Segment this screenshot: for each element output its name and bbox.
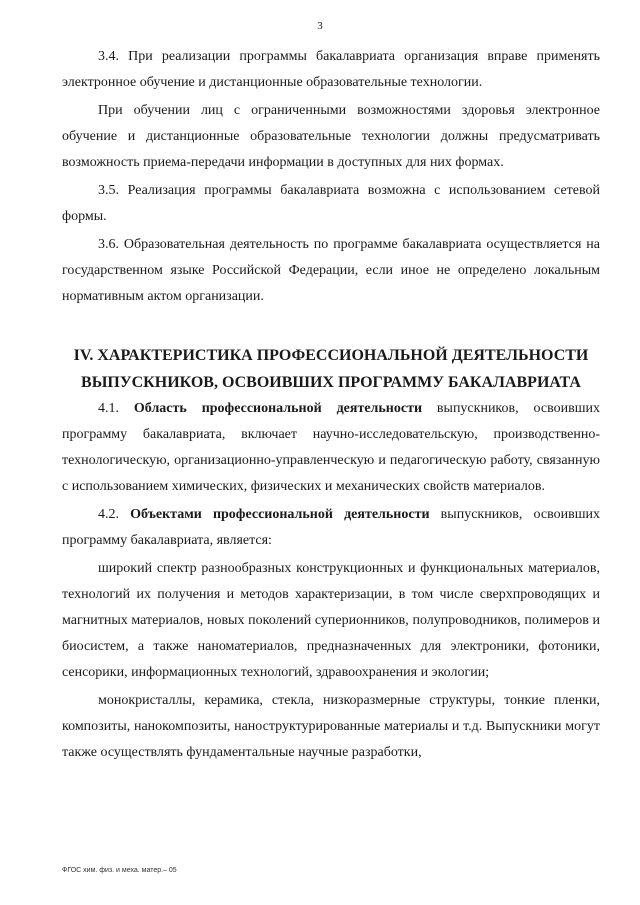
footer-doc-code: ФГОС хим. физ. и меха. матер.– 05 (62, 867, 177, 874)
paragraph-4-2 (62, 502, 600, 554)
list-item-materials: широкий спектр разнообразных конструкционных и функциональных материалов, технологий их получения и методов характеризации, в том числе сверхпроводящих и магнитных материалов, новых поколений суперионников, полупроводников, полимеров и биосистем, а также наноматериалов, предназначенных для электроники, фотоники, сенсорики, информационных технологий, здравоохранения и экологии; (62, 561, 600, 680)
page-number: 3 (317, 20, 323, 32)
page-content (62, 44, 600, 766)
paragraph-3-4: 3.4. При реализации программы бакалавриата организация вправе применять электронное обучение и дистанционные образовательные технологии. (62, 49, 600, 90)
paragraph-4-1 (62, 396, 600, 500)
section-heading-iv (62, 342, 600, 396)
paragraph-4-2-term: Объектами профессиональной деятельности (130, 507, 430, 522)
paragraph-4-1-term: Область профессиональной деятельности (133, 401, 423, 416)
paragraph-4-1-text: выпускников, освоивших программу бакалавриата, включает научно-исследовательскую, производственно-технологическую, организационно-управленческую и педагогическую работу, связанную с использованием химических, физических и механических свойств материалов. (62, 401, 600, 494)
paragraph-3-4-accessibility: При обучении лиц с ограниченными возможностями здоровья электронное обучение и дистанционные образовательные технологии должны предусматривать возможность приема-передачи информации в доступных для них формах. (62, 103, 600, 170)
paragraph-4-2-number: 4.2. (98, 507, 131, 522)
section-heading-line-1: IV. ХАРАКТЕРИСТИКА ПРОФЕССИОНАЛЬНОЙ ДЕЯТЕЛЬНОСТИ (73, 347, 589, 364)
paragraph-4-1-number: 4.1. (98, 401, 134, 416)
list-item-structures: монокристаллы, керамика, стекла, низкоразмерные структуры, тонкие пленки, композиты, нанокомпозиты, наноструктурированные материалы и т.д. Выпускники могут также осуществлять фундаментальные научные разработки, (62, 693, 600, 760)
paragraph-3-6: 3.6. Образовательная деятельность по программе бакалавриата осуществляется на государственном языке Российской Федерации, если иное не определено локальным нормативным актом организации. (62, 237, 600, 304)
paragraph-4-2-text: выпускников, освоивших программу бакалавриата, является: (62, 507, 600, 548)
section-heading-line-2: ВЫПУСКНИКОВ, ОСВОИВШИХ ПРОГРАММУ БАКАЛАВРИАТА (81, 374, 581, 391)
paragraph-3-5: 3.5. Реализация программы бакалавриата возможна с использованием сетевой формы. (62, 183, 600, 224)
